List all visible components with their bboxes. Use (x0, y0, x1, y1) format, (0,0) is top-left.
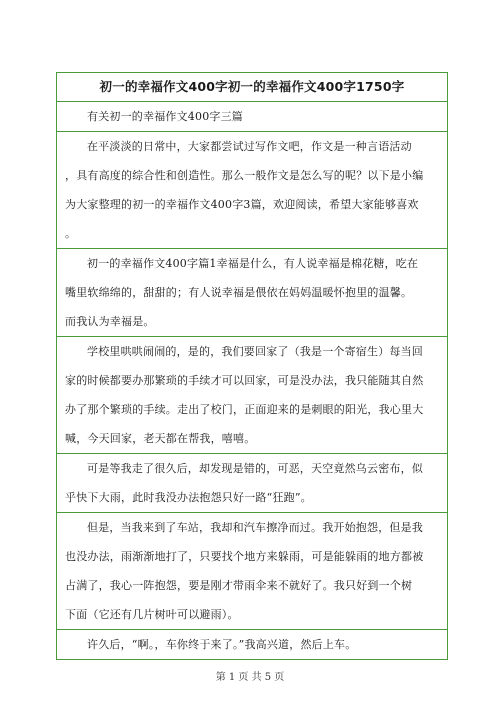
paragraph-line: 下面（它还有几片树叶可以避雨）。 (65, 608, 239, 621)
paragraph-4 (57, 454, 447, 513)
paragraph-line: 办了那个繁琐的手续。走出了校门，正面迎来的是刺眼的阳光，我心里大 (65, 403, 424, 416)
paragraph-3 (57, 337, 447, 454)
paragraph-line: 家的时候都要办那繁琐的手续才可以回家，可是没办法，我只能随其自然 (65, 374, 424, 387)
document-subtitle: 有关初一的幸福作文400字三篇 (87, 110, 243, 123)
paragraph-line: 初一的幸福作文400字篇1幸福是什么，有人说幸福是棉花糖，吃在 (87, 257, 419, 270)
document-title: 初一的幸福作文400字初一的幸福作文400字1750字 (57, 73, 447, 102)
paragraph-1 (57, 132, 447, 249)
paragraph-line: 乎快下大雨，此时我没办法抱怨只好一路“狂跑”。 (65, 491, 312, 504)
paragraph-line: 而我认为幸福是。 (65, 315, 155, 328)
paragraph-line: 为大家整理的初一的幸福作文400字3篇，欢迎阅读，希望大家能够喜欢 (65, 198, 419, 211)
paragraph-6 (57, 630, 447, 659)
paragraph-line: 许久后，“啊。，车你终于来了。”我高兴道，然后上车。 (87, 638, 357, 651)
document-table (56, 72, 448, 660)
paragraph-line: 占满了，我心一阵抱怨，要是刚才带雨伞来不就好了。我只好到一个树 (65, 579, 413, 592)
paragraph-line: 。 (65, 227, 77, 240)
paragraph-line: ，具有高度的综合性和创造性。那么一般作文是怎么写的呢？以下是小编 (65, 169, 424, 182)
paragraph-line: 学校里哄哄闹闹的，是的，我们要回家了（我是一个寄宿生）每当回 (87, 345, 423, 358)
paragraph-5 (57, 513, 447, 630)
paragraph-line: 在平淡淡的日常中，大家都尝试过写作文吧，作文是一种言语活动 (87, 140, 412, 153)
paragraph-line: 可是等我走了很久后，却发现是错的，可恶，天空竟然乌云密布，似 (87, 462, 423, 475)
paragraph-line: 但是，当我来到了车站，我却和汽车擦净而过。我开始抱怨，但是我 (87, 521, 423, 534)
paragraph-2 (57, 249, 447, 337)
page-number: 第 1 页 共 5 页 (215, 672, 285, 683)
paragraph-line: 嘴里软绵绵的，甜甜的；有人说幸福是偎依在妈妈温暖怀抱里的温馨。 (65, 286, 413, 299)
paragraph-line: 也没办法，雨渐渐地打了，只要找个地方来躲雨，可是能躲雨的地方都被 (65, 550, 424, 563)
paragraph-line: 喊，今天回家，老天都在帮我，嘻嘻。 (65, 432, 256, 445)
